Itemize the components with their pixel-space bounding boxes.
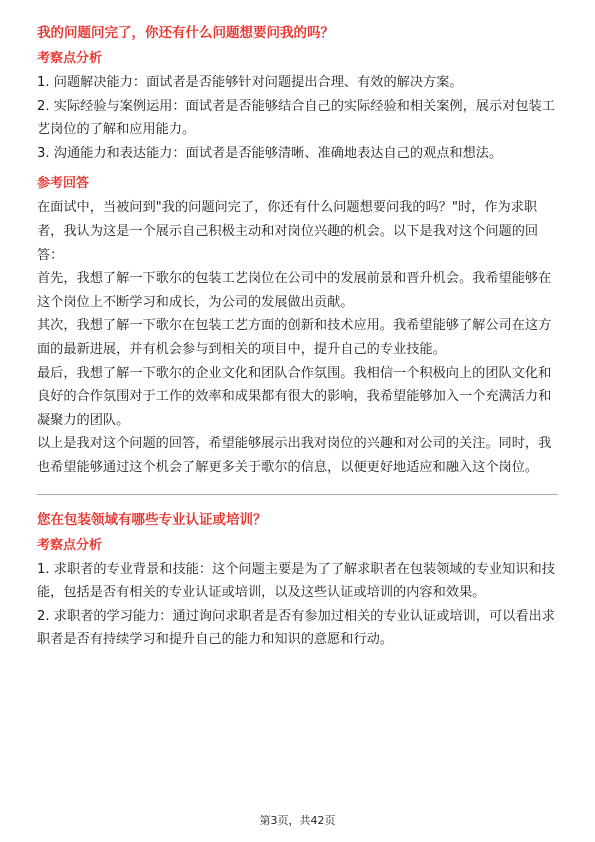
answer-paragraph: 首先，我想了解一下歌尔的包装工艺岗位在公司中的发展前景和晋升机会。我希望能够在这个岗位上不断学习和成长，为公司的发展做出贡献。 — [37, 271, 552, 310]
analysis-heading-1: 考察点分析 — [37, 51, 103, 66]
answer-paragraph: 其次，我想了解一下歌尔在包装工艺方面的创新和技术应用。我希望能够了解公司在这方面的最新进展，并有机会参与到相关的项目中，提升自己的专业技能。 — [37, 318, 552, 357]
answer-heading: 参考回答 — [37, 176, 90, 192]
answer-paragraph: 最后，我想了解一下歌尔的企业文化和团队合作氛围。我相信一个积极向上的团队文化和良好的合作氛围对于工作的效率和成果都有很大的影响，我希望能够加入一个充满活力和凝聚力的团队。 — [37, 365, 552, 428]
analysis-item: 2. 求职者的学习能力：通过询问求职者是否有参加过相关的专业认证或培训，可以看出求职者是否有持续学习和提升自己的能力和知识的意愿和行动。 — [37, 608, 555, 648]
page-number: 第3页，共42页 — [259, 814, 336, 827]
analysis-item: 3. 沟通能力和表达能力：面试者是否能够清晰、准确地表达自己的观点和想法。 — [37, 145, 503, 161]
analysis-heading-2: 考察点分析 — [37, 537, 103, 553]
analysis-item: 1. 问题解决能力：面试者是否能够针对问题提出合理、有效的解决方案。 — [37, 75, 463, 90]
question-title-2: 您在包装领域有哪些专业认证或培训？ — [37, 511, 267, 528]
answer-paragraph: 在面试中，当被问到"我的问题问完了，你还有什么问题想要问我的吗？"时，作为求职者，我认为这是一个展示自己积极主动和对岗位兴趣的机会。以下是我对这个问题的回答： — [37, 200, 539, 263]
analysis-item: 1. 求职者的专业背景和技能：这个问题主要是为了了解求职者在包装领域的专业知识和技能，包括是否有相关的专业认证或培训，以及这些认证或培训的内容和效果。 — [37, 561, 555, 601]
section-divider — [37, 494, 558, 495]
page-content — [37, 22, 558, 652]
answer-paragraph: 以上是我对这个问题的回答，希望能够展示出我对岗位的兴趣和对公司的关注。同时，我也希望能够通过这个机会了解更多关于歌尔的信息，以便更好地适应和融入这个岗位。 — [37, 436, 552, 475]
analysis-item: 2. 实际经验与案例运用：面试者是否能够结合自己的实际经验和相关案例，展示对包装工艺岗位的了解和应用能力。 — [37, 98, 555, 138]
question-title-1: 我的问题问完了，你还有什么问题想要问我的吗？ — [37, 25, 334, 41]
